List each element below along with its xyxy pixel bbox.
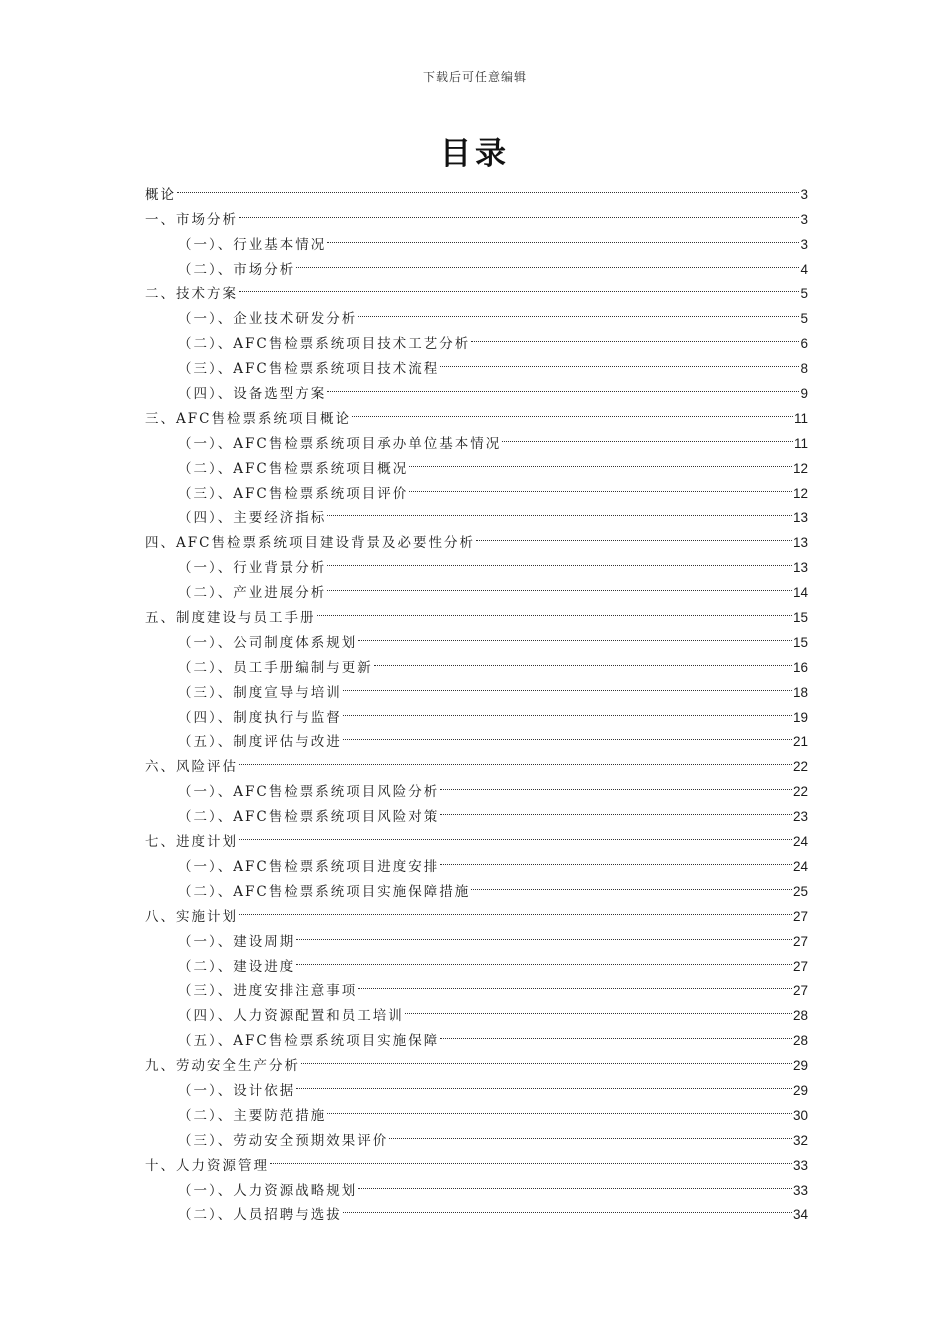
toc-entry-label: （三）、进度安排注意事项: [178, 983, 358, 1000]
toc-entry-page-number: 28: [792, 1033, 808, 1049]
toc-entry-label: 五、制度建设与员工手册: [145, 610, 316, 627]
toc-entry-page-number: 24: [792, 834, 808, 850]
toc-entry-page-number: 12: [792, 485, 808, 501]
toc-dot-leader: [177, 174, 799, 199]
toc-entry-label: 概论: [145, 186, 176, 203]
toc-entry-label: （一）、AFC售检票系统项目风险分析: [178, 784, 440, 801]
toc-dot-leader: [374, 647, 792, 672]
toc-entry-label: （二）、主要防范措施: [178, 1107, 327, 1124]
toc-entry-label: （二）、建设进度: [178, 958, 296, 975]
toc-dot-leader: [352, 398, 793, 423]
toc-dot-leader: [317, 597, 792, 622]
toc-entry[interactable]: [145, 921, 808, 950]
toc-dot-leader: [440, 348, 799, 373]
toc-entry-label: （二）、AFC售检票系统项目技术工艺分析: [178, 336, 471, 353]
toc-entry-label: 六、风险评估: [145, 759, 238, 776]
toc-dot-leader: [358, 1170, 792, 1195]
toc-dot-leader: [440, 846, 792, 871]
toc-dot-leader: [327, 498, 792, 523]
toc-entry-page-number: 16: [792, 659, 808, 675]
toc-entry-label: 三、AFC售检票系统项目概论: [145, 410, 351, 427]
toc-entry-page-number: 9: [800, 386, 808, 402]
toc-dot-leader: [239, 746, 792, 771]
toc-dot-leader: [327, 572, 792, 597]
toc-entry-label: （一）、AFC售检票系统项目承办单位基本情况: [178, 435, 502, 452]
toc-entry-page-number: 25: [792, 883, 808, 899]
toc-entry-page-number: 29: [792, 1058, 808, 1074]
toc-entry-page-number: 4: [800, 261, 808, 277]
toc-entry-label: （二）、市场分析: [178, 261, 296, 278]
toc-entry[interactable]: [145, 298, 808, 328]
toc-entry-label: （四）、设备选型方案: [178, 386, 327, 403]
toc-dot-leader: [270, 1145, 792, 1170]
toc-entry-label: （二）、AFC售检票系统项目风险对策: [178, 809, 440, 826]
toc-entry-label: （一）、AFC售检票系统项目进度安排: [178, 858, 440, 875]
toc-entry-page-number: 3: [800, 236, 808, 252]
toc-dot-leader: [389, 1120, 792, 1145]
toc-entry-page-number: 5: [800, 311, 808, 327]
toc-dot-leader: [239, 199, 799, 224]
toc-entry-page-number: 6: [800, 336, 808, 352]
toc-dot-leader: [296, 921, 792, 946]
toc-dot-leader: [343, 1195, 792, 1220]
toc-entry-label: （三）、劳动安全预期效果评价: [178, 1132, 389, 1149]
toc-entry-page-number: 30: [792, 1107, 808, 1123]
toc-entry-label: 八、实施计划: [145, 908, 238, 925]
toc-entry-page-number: 24: [792, 858, 808, 874]
toc-entry-label: 九、劳动安全生产分析: [145, 1058, 300, 1075]
toc-entry-page-number: 22: [792, 759, 808, 775]
toc-entry-page-number: 27: [792, 958, 808, 974]
toc-dot-leader: [409, 448, 792, 473]
toc-entry-page-number: 23: [792, 809, 808, 825]
toc-entry-label: 四、AFC售检票系统项目建设背景及必要性分析: [145, 535, 475, 552]
toc-entry-label: （五）、AFC售检票系统项目实施保障: [178, 1033, 440, 1050]
toc-entry-label: （一）、设计依据: [178, 1082, 296, 1099]
toc-entry-page-number: 27: [792, 933, 808, 949]
toc-entry-page-number: 33: [792, 1182, 808, 1198]
toc-entry-page-number: 15: [792, 634, 808, 650]
toc-entry-page-number: 19: [792, 709, 808, 725]
toc-entry-label: （四）、主要经济指标: [178, 510, 327, 527]
header-note: 下载后可任意编辑: [422, 70, 527, 84]
toc-entry[interactable]: [145, 896, 808, 925]
toc-entry-label: （一）、建设周期: [178, 933, 296, 950]
toc-entry-page-number: 13: [792, 560, 808, 576]
toc-entry[interactable]: [145, 771, 808, 801]
toc-dot-leader: [239, 274, 799, 299]
toc-entry-page-number: 28: [792, 1008, 808, 1024]
toc-dot-leader: [296, 946, 792, 971]
toc-entry-page-number: 8: [800, 361, 808, 377]
toc-entry-label: （三）、AFC售检票系统项目技术流程: [178, 361, 440, 378]
toc-entry-page-number: 32: [792, 1132, 808, 1148]
toc-entry-label: （五）、制度评估与改进: [178, 734, 342, 751]
toc-entry-label: （一）、公司制度体系规划: [178, 634, 358, 651]
toc-dot-leader: [296, 249, 799, 274]
toc-entry-page-number: 11: [793, 435, 808, 451]
toc-dot-leader: [409, 473, 792, 498]
toc-dot-leader: [239, 821, 792, 846]
toc-dot-leader: [502, 423, 793, 448]
toc-entry-page-number: 34: [792, 1207, 808, 1223]
toc-entry-page-number: 27: [792, 908, 808, 924]
toc-entry-page-number: 13: [792, 510, 808, 526]
toc-dot-leader: [440, 771, 792, 796]
toc-entry-label: （三）、制度宣导与培训: [178, 684, 342, 701]
toc-entry-label: （四）、制度执行与监督: [178, 709, 342, 726]
toc-entry-page-number: 3: [800, 186, 808, 202]
toc-dot-leader: [405, 995, 792, 1020]
toc-entry[interactable]: [145, 846, 808, 875]
toc-entry-label: 七、进度计划: [145, 834, 238, 851]
toc-entry-label: （二）、员工手册编制与更新: [178, 659, 373, 676]
toc-entry-page-number: 5: [800, 286, 808, 302]
toc-dot-leader: [327, 547, 792, 572]
toc-entry-page-number: 21: [792, 734, 808, 750]
toc-dot-leader: [358, 971, 792, 996]
toc-entry-page-number: 33: [792, 1157, 808, 1173]
toc-dot-leader: [476, 522, 792, 547]
toc-dot-leader: [343, 722, 792, 747]
toc-entry-page-number: 22: [792, 784, 808, 800]
toc-entry[interactable]: [145, 274, 808, 303]
toc-entry-label: （一）、企业技术研发分析: [178, 311, 358, 328]
toc-entry-label: （二）、AFC售检票系统项目概况: [178, 460, 409, 477]
toc-entry-label: （一）、行业背景分析: [178, 560, 327, 577]
table-of-contents: [145, 174, 808, 1224]
toc-entry-label: （二）、产业进展分析: [178, 585, 327, 602]
toc-entry[interactable]: [145, 821, 808, 851]
toc-dot-leader: [471, 323, 799, 348]
toc-dot-leader: [440, 796, 792, 821]
toc-dot-leader: [440, 1020, 792, 1045]
toc-entry-page-number: 29: [792, 1082, 808, 1098]
toc-dot-leader: [471, 871, 792, 896]
toc-dot-leader: [343, 697, 792, 722]
toc-entry-label: 十、人力资源管理: [145, 1157, 269, 1174]
toc-entry[interactable]: [145, 746, 808, 776]
toc-entry-label: （一）、人力资源战略规划: [178, 1182, 358, 1199]
toc-entry-label: （一）、行业基本情况: [178, 236, 327, 253]
toc-dot-leader: [358, 298, 799, 323]
toc-entry-page-number: 12: [792, 460, 808, 476]
toc-entry-label: （三）、AFC售检票系统项目评价: [178, 485, 409, 502]
toc-entry-label: （四）、人力资源配置和员工培训: [178, 1008, 404, 1025]
toc-entry-page-number: 13: [792, 535, 808, 551]
toc-entry[interactable]: [145, 224, 808, 253]
toc-entry[interactable]: [145, 174, 808, 203]
toc-dot-leader: [327, 1095, 792, 1120]
toc-dot-leader: [358, 622, 792, 647]
page-title: 目录: [440, 136, 510, 172]
toc-entry-page-number: 14: [792, 585, 808, 601]
toc-entry[interactable]: [145, 199, 808, 228]
toc-entry-label: （二）、人员招聘与选拔: [178, 1207, 342, 1224]
toc-dot-leader: [327, 373, 799, 398]
toc-entry-page-number: 3: [800, 211, 808, 227]
toc-entry-page-number: 18: [792, 684, 808, 700]
toc-entry-label: 二、技术方案: [145, 286, 238, 303]
toc-dot-leader: [239, 896, 792, 921]
toc-dot-leader: [327, 224, 799, 249]
toc-dot-leader: [343, 672, 792, 697]
toc-dot-leader: [301, 1045, 792, 1070]
toc-entry-page-number: 27: [792, 983, 808, 999]
toc-entry-label: （二）、AFC售检票系统项目实施保障措施: [178, 883, 471, 900]
toc-entry-label: 一、市场分析: [145, 211, 238, 228]
toc-entry-page-number: 15: [792, 610, 808, 626]
toc-entry-page-number: 11: [793, 410, 808, 426]
toc-dot-leader: [296, 1070, 792, 1095]
